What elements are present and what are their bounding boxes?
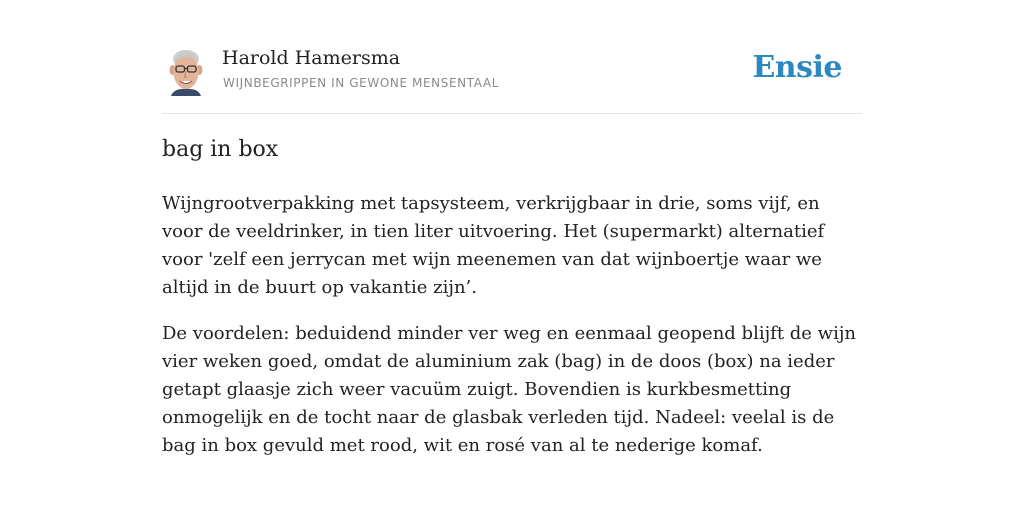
entry-term: bag in box — [162, 137, 279, 162]
author-name[interactable]: Harold Hamersma — [222, 47, 401, 69]
author-portrait-icon — [166, 46, 206, 96]
entry-paragraph-1: Wijngrootverpakking met tapsysteem, verkrijgbaar in drie, soms vijf, en voor de veeldrinker, in tien liter uitvoering. Het (supermarkt) alternatief voor 'zelf een jerrycan met wijn meenemen van dat wijnboertje waar we altijd in de buurt op vakantie zijn’. — [162, 193, 825, 298]
ensie-logo[interactable]: Ensie — [752, 50, 842, 85]
entry-paragraph-2: De voordelen: beduidend minder ver weg en eenmaal geopend blijft de wijn vier weken goed, omdat de aluminium zak (bag) in de doos (box) na ieder getapt glaasje zich weer vacuüm zuigt. Bovendien is kurkbesmetting onmogelijk en de tocht naar de glasbak verleden tijd. Nadeel: veelal is de bag in box gevuld met rood, wit en rosé van al te nederige komaf. — [162, 323, 857, 456]
author-subtitle: WIJNBEGRIPPEN IN GEWONE MENSENTAAL — [223, 76, 499, 90]
entry-body — [162, 190, 862, 478]
header — [162, 44, 862, 100]
author-avatar[interactable] — [166, 46, 206, 96]
header-divider — [162, 113, 862, 114]
